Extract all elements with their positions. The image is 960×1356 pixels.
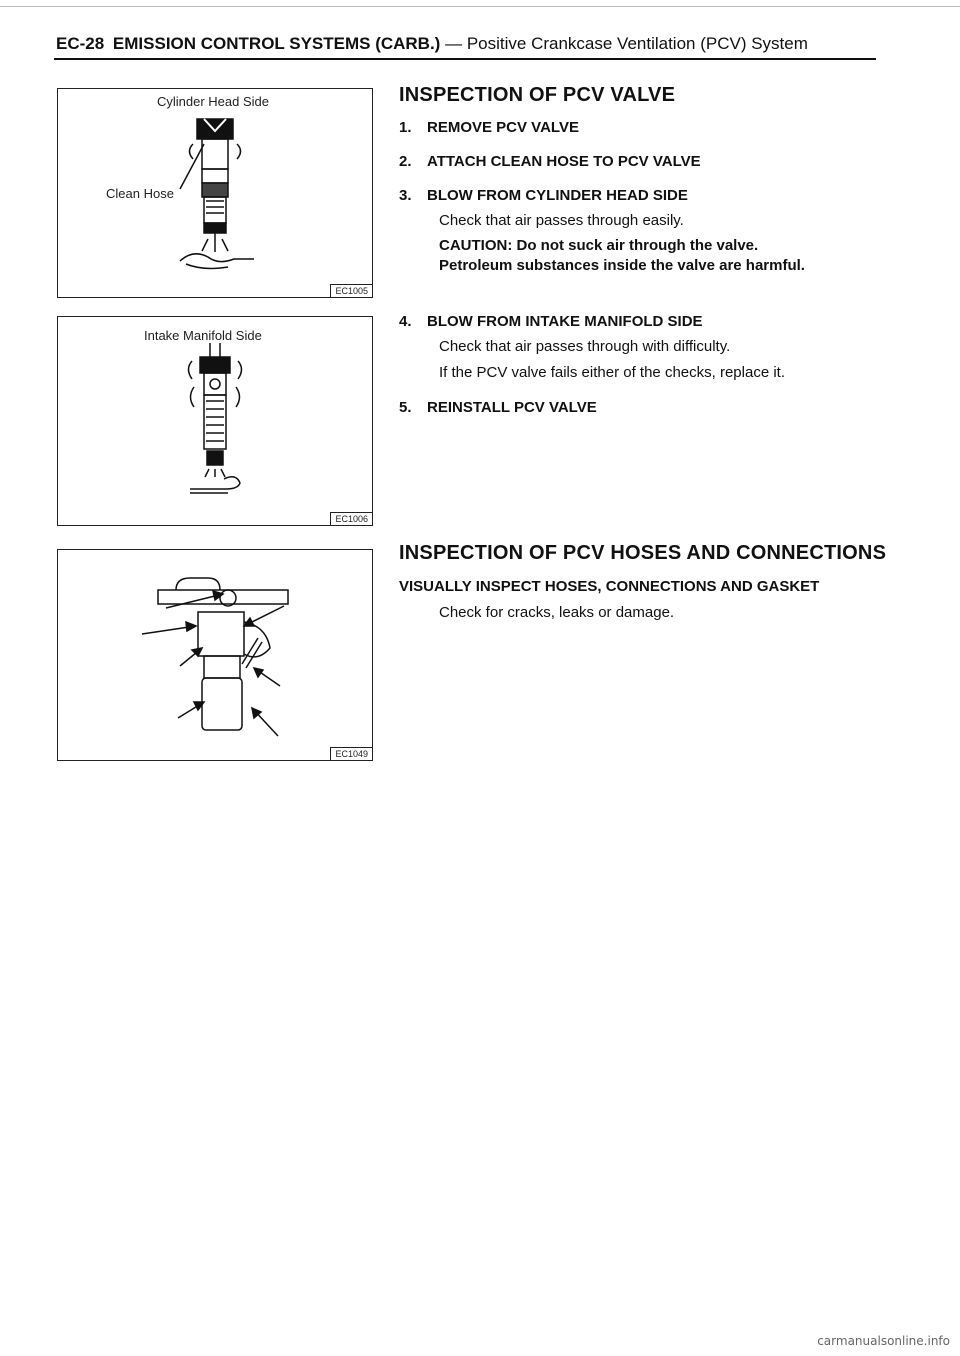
step-3-note: Check that air passes through easily. [439, 212, 684, 229]
caution-line-1: CAUTION: Do not suck air through the valve. [439, 237, 759, 254]
figure-code: EC1049 [330, 747, 372, 760]
step-1: 1. REMOVE PCV VALVE [399, 119, 579, 136]
figure-code: EC1006 [330, 512, 372, 525]
pcv-valve-drawing-2 [58, 317, 372, 525]
step-3: 3. BLOW FROM CYLINDER HEAD SIDE [399, 187, 688, 204]
subsection-title: — Positive Crankcase Ventilation (PCV) System [445, 34, 808, 53]
step-4-note-2: If the PCV valve fails either of the checks, replace it. [439, 364, 785, 381]
figure-caption: Intake Manifold Side [144, 328, 262, 343]
step-5: 5. REINSTALL PCV VALVE [399, 399, 597, 416]
hoses-subtitle: VISUALLY INSPECT HOSES, CONNECTIONS AND GASKET [399, 578, 820, 595]
figure-pcv-hoses [57, 549, 373, 761]
caution-line-2: Petroleum substances inside the valve are harmful. [439, 257, 805, 274]
figure-caption: Cylinder Head Side [157, 94, 270, 109]
clean-hose-label: Clean Hose [106, 186, 174, 201]
step-4: 4. BLOW FROM INTAKE MANIFOLD SIDE [399, 313, 703, 330]
page-header [56, 34, 808, 54]
figure-cylinder-head-side [57, 88, 373, 298]
page-code: EC-28 [56, 34, 105, 53]
watermark-text: carmanualsonline.info [817, 1334, 950, 1348]
hoses-note: Check for cracks, leaks or damage. [439, 604, 675, 621]
figure-intake-manifold-side [57, 316, 373, 526]
step-4-note-1: Check that air passes through with difficulty. [439, 338, 731, 355]
header-rule [54, 58, 876, 60]
scan-edge-rule [0, 6, 960, 7]
section-heading-hoses: INSPECTION OF PCV HOSES AND CONNECTIONS [399, 542, 887, 564]
figure-code: EC1005 [330, 284, 372, 297]
pcv-hose-drawing [58, 550, 372, 760]
step-2: 2. ATTACH CLEAN HOSE TO PCV VALVE [399, 153, 701, 170]
section-title: EMISSION CONTROL SYSTEMS (CARB.) [112, 34, 441, 53]
section-heading-pcv-valve: INSPECTION OF PCV VALVE [399, 84, 676, 106]
